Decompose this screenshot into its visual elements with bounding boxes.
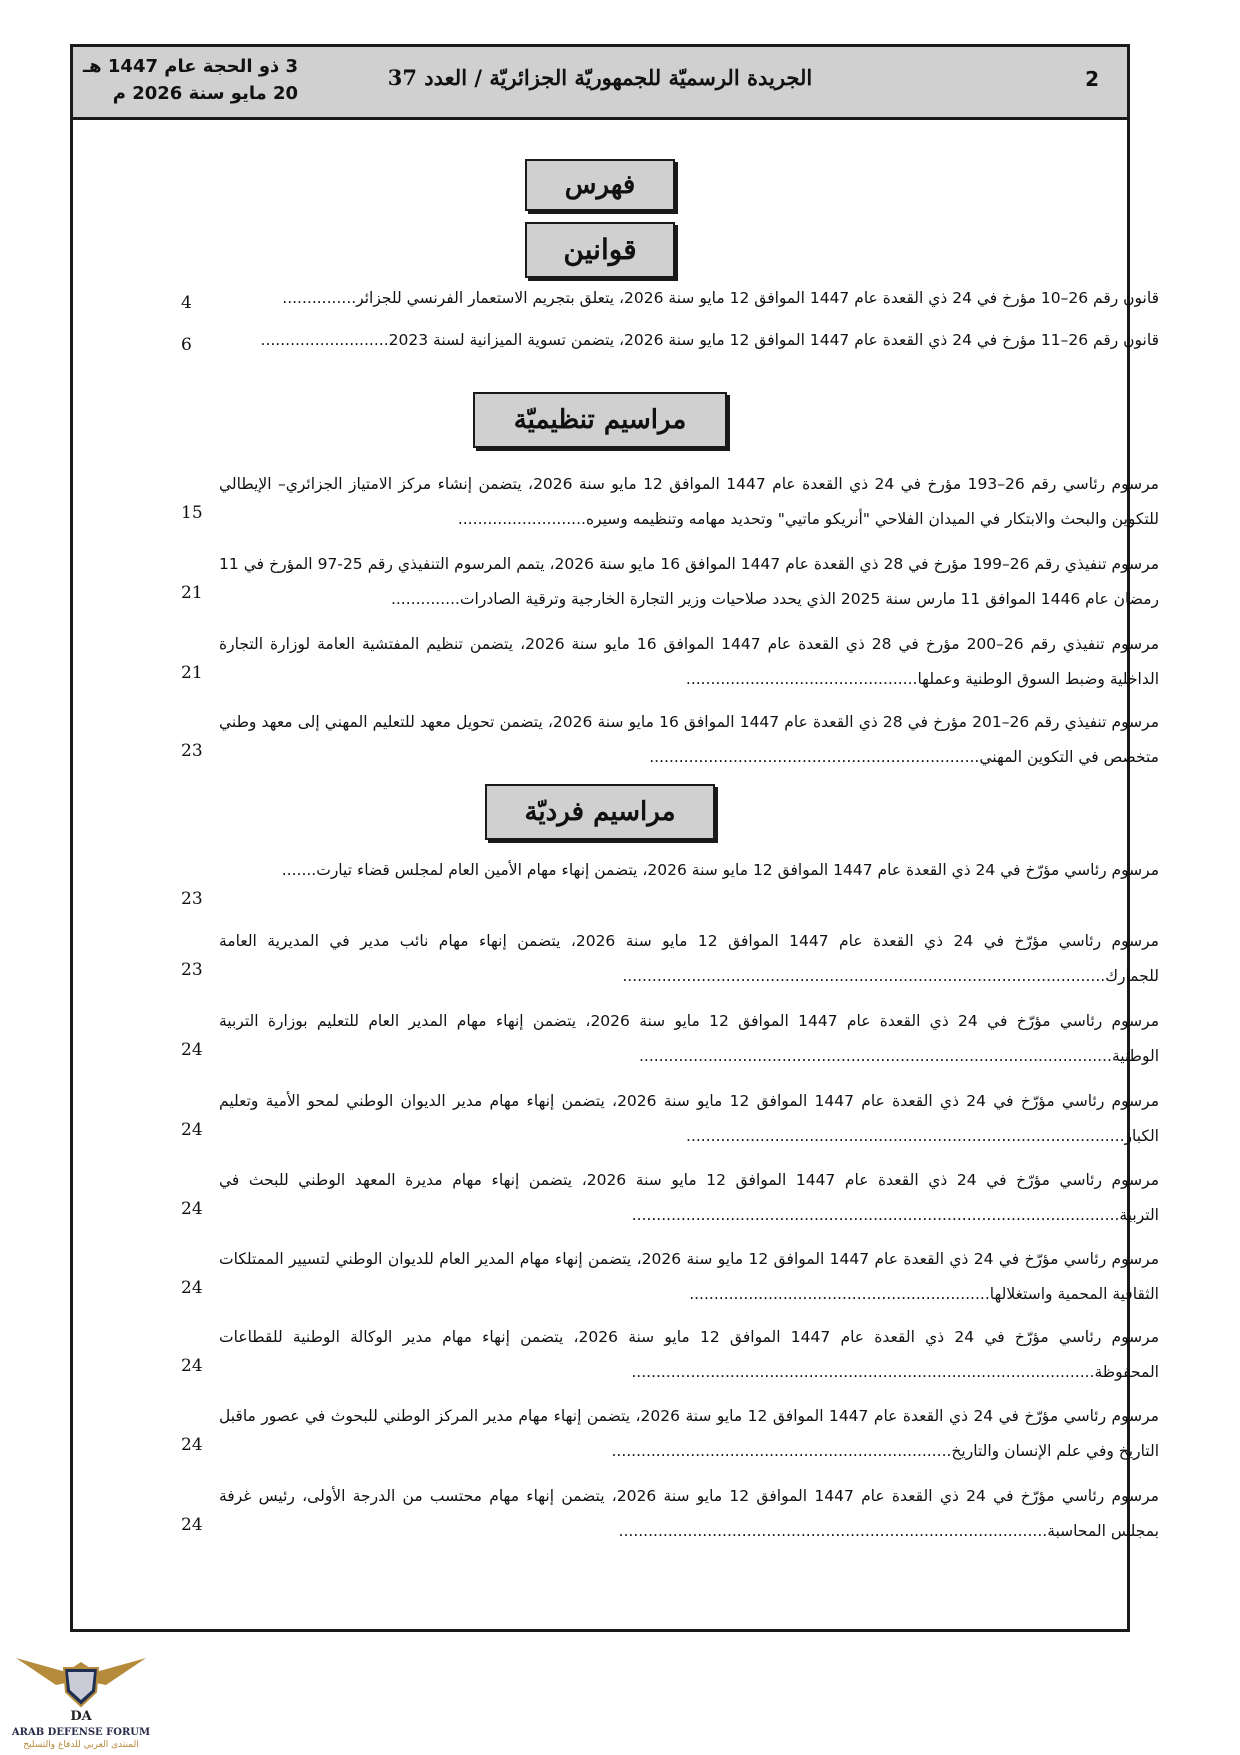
page-header [73, 47, 1127, 120]
laws-heading: قوانين [525, 222, 675, 278]
gregorian-date: 20 مايو سنة 2026 م [112, 83, 299, 104]
toc-entry-page: 23 [181, 741, 203, 761]
toc-entry-title: مرسوم رئاسي مؤرّخ في 24 ذي القعدة عام 1447 الموافق 12 مايو سنة 2026، يتضمن إنهاء مهام المدير العام للتعليم بوزارة التربية الوطنية................................................................................................ [219, 1012, 1159, 1065]
toc-entry-title: مرسوم رئاسي مؤرّخ في 24 ذي القعدة عام 1447 الموافق 12 مايو سنة 2026، يتضمن إنهاء مهام مدير المركز الوطني للبحوث في عصور ماقبل التاريخ وفي علم الإنسان والتاريخ..................................................................... [219, 1407, 1159, 1460]
index-heading: فهرس [525, 159, 675, 211]
toc-entry [159, 1242, 1159, 1302]
toc-entry-title: مرسوم رئاسي مؤرّخ في 24 ذي القعدة عام 1447 الموافق 12 مايو سنة 2026، يتضمن إنهاء مهام مديرة المعهد الوطني للبحث في التربية................................................................................................... [219, 1171, 1159, 1224]
toc-entry-page: 24 [181, 1435, 203, 1455]
page-frame [70, 44, 1160, 1632]
toc-entry [159, 323, 1159, 359]
toc-entry [159, 467, 1159, 527]
page-number: 2 [1085, 67, 1099, 91]
toc-entry-page: 4 [181, 293, 192, 313]
arab-defense-forum-watermark [6, 1640, 156, 1750]
toc-entry-title: مرسوم رئاسي مؤرّخ في 24 ذي القعدة عام 1447 الموافق 12 مايو سنة 2026، يتضمن إنهاء مهام نائب مدير في المديرية العامة للجمارك.................................................................................................. [219, 932, 1159, 985]
individual-decrees-heading: مراسيم فرديّة [485, 784, 715, 840]
toc-entry [159, 1004, 1159, 1064]
toc-entry [159, 547, 1159, 607]
toc-entry-page: 21 [181, 583, 203, 603]
toc-entry-title: قانون رقم 26–11 مؤرخ في 24 ذي القعدة عام 1447 الموافق 12 مايو سنة 2026، يتضمن تسوية الميزانية لسنة 2023.......................... [260, 331, 1159, 349]
toc-entry-title: مرسوم رئاسي مؤرّخ في 24 ذي القعدة عام 1447 الموافق 12 مايو سنة 2026، يتضمن إنهاء مهام محتسب من الدرجة الأولى، رئيس غرفة بمجلس المحاسبة....................................................................................... [219, 1487, 1159, 1540]
watermark-english: ARAB DEFENSE FORUM [11, 1727, 151, 1738]
toc-entry-title: مرسوم رئاسي مؤرّخ في 24 ذي القعدة عام 1447 الموافق 12 مايو سنة 2026، يتضمن إنهاء مهام مدير الديوان الوطني لمحو الأمية وتعليم الكبار......................................................................................... [219, 1092, 1160, 1145]
watermark-arabic: المنتدى العربي للدفاع والتسليح [23, 1740, 139, 1750]
toc-entry-page: 24 [181, 1356, 203, 1376]
toc-entry-page: 24 [181, 1515, 203, 1535]
toc-entry [159, 705, 1159, 765]
toc-entry-page: 6 [181, 335, 192, 355]
toc-entry-page: 24 [181, 1199, 203, 1219]
toc-entry-title: مرسوم تنفيذي رقم 26–199 مؤرخ في 28 ذي القعدة عام 1447 الموافق 16 مايو سنة 2026، يتمم المرسوم التنفيذي رقم 25-97 المؤرخ في 11 رمضان عام 1446 الموافق 11 مارس سنة 2025 الذي يحدد صلاحيات وزير التجارة الخارجية وترقية الصادرات.............. [219, 555, 1159, 608]
toc-entry-page: 23 [181, 889, 203, 909]
toc-entry [159, 1163, 1159, 1223]
gazette-title: الجريدة الرسميّة للجمهوريّة الجزائريّة / العدد 37 [387, 65, 813, 90]
toc-entry-title: مرسوم رئاسي رقم 26–193 مؤرخ في 24 ذي القعدة عام 1447 الموافق 12 مايو سنة 2026، يتضمن إنشاء مركز الامتياز الجزائري– الإيطالي للتكوين والبحث والابتكار في الميدان الفلاحي "أنريكو ماتيي" وتحديد مهامه وتنظيمه وسيره.......................... [219, 475, 1159, 528]
toc-entry-title: مرسوم رئاسي مؤرّخ في 24 ذي القعدة عام 1447 الموافق 12 مايو سنة 2026، يتضمن إنهاء مهام الأمين العام لمجلس قضاء تيارت....... [281, 861, 1159, 879]
toc-entry [159, 627, 1159, 687]
toc-entry-title: مرسوم رئاسي مؤرّخ في 24 ذي القعدة عام 1447 الموافق 12 مايو سنة 2026، يتضمن إنهاء مهام مدير الوكالة الوطنية للقطاعات المحفوظة.............................................................................................. [219, 1328, 1159, 1381]
toc-entry-page: 24 [181, 1278, 203, 1298]
toc-entry [159, 1084, 1159, 1144]
toc-entry [159, 281, 1159, 317]
toc-entry [159, 924, 1159, 984]
logo-letters: DA [70, 1709, 92, 1724]
toc-entry-page: 23 [181, 960, 203, 980]
hijri-date: 3 ذو الحجة عام 1447 هـ [83, 56, 299, 77]
regulatory-decrees-heading: مراسيم تنظيميّة [473, 392, 727, 448]
toc-entry-page: 24 [181, 1040, 203, 1060]
toc-entry-title: مرسوم تنفيذي رقم 26–201 مؤرخ في 28 ذي القعدة عام 1447 الموافق 16 مايو سنة 2026، يتضمن تحويل معهد للتعليم المهني إلى معهد وطني متخصص في التكوين المهني................................................................... [219, 713, 1159, 766]
toc-entry [159, 1320, 1159, 1380]
toc-entry-page: 21 [181, 663, 203, 683]
toc-entry [159, 1399, 1159, 1459]
toc-entry-title: مرسوم رئاسي مؤرّخ في 24 ذي القعدة عام 1447 الموافق 12 مايو سنة 2026، يتضمن إنهاء مهام المدير العام للديوان الوطني لتسيير الممتلكات الثقافية المحمية واستغلالها............................................................. [219, 1250, 1159, 1303]
toc-entry [159, 1479, 1159, 1539]
toc-entry-title: قانون رقم 26–10 مؤرخ في 24 ذي القعدة عام 1447 الموافق 12 مايو سنة 2026، يتعلق بتجريم الاستعمار الفرنسي للجزائر............... [282, 289, 1159, 307]
toc-entry-page: 15 [181, 503, 203, 523]
toc-entry-page: 24 [181, 1120, 203, 1140]
toc-entry-title: مرسوم تنفيذي رقم 26–200 مؤرخ في 28 ذي القعدة عام 1447 الموافق 16 مايو سنة 2026، يتضمن تنظيم المفتشية العامة لوزارة التجارة الداخلية وضبط السوق الوطنية وعملها............................................... [219, 635, 1160, 688]
issue-date [83, 53, 298, 107]
toc-entry [159, 853, 1159, 913]
